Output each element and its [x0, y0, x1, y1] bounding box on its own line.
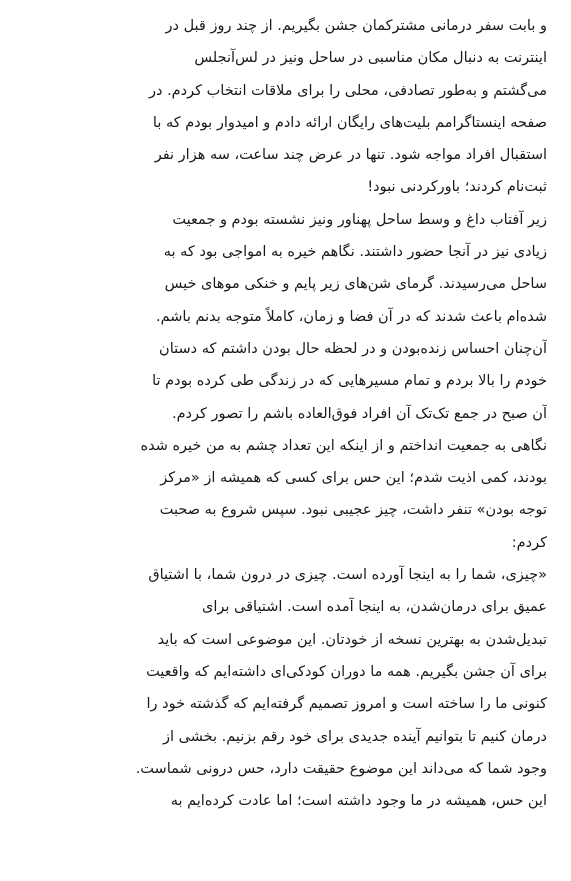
text-line: زیادی نیز در آنجا حضور داشتند. نگاهم خیره به امواجی بود که به — [163, 244, 547, 261]
text-line: و بابت سفر درمانی مشترکمان جشن بگیریم. از چند روز قبل در — [165, 18, 547, 34]
text-line: عمیق برای درمان‌شدن، به اینجا آمده است. اشتیاقی برای — [201, 599, 547, 616]
text-line: برای آن جشن بگیریم. همه ما دوران کودکی‌ای داشته‌ایم که واقعیت — [146, 663, 547, 680]
text-line: شده‌ام باعث شدند که در آن فضا و زمان، کاملاً متوجه بدنم باشم. — [156, 308, 547, 325]
text-line: ثبت‌نام کردند؛ باورکردنی نبود! — [367, 179, 547, 196]
text-line: آن صبح در جمع تک‌تک آن افراد فوق‌العاده باشم را تصور کردم. — [171, 405, 547, 422]
text-line: توجه بودن» تنفر داشت، چیز عجیبی نبود. سپس شروع به صحبت — [159, 502, 547, 519]
text-line: نگاهی به جمعیت انداختم و از اینکه این تعداد چشم به من خیره شده — [140, 437, 547, 454]
text-line: آن‌چنان احساس زنده‌بودن و در لحظه حال بودن داشتم که دستان — [159, 340, 547, 357]
document-body — [18, 10, 547, 817]
text-line: بودند، کمی اذیت شدم؛ این حس برای کسی که همیشه از «مرکز — [160, 470, 547, 487]
text-line: می‌گشتم و به‌طور تصادفی، محلی را برای ملاقات انتخاب کردم. در — [149, 82, 547, 99]
text-line: استقبال افراد مواجه شود. تنها در عرض چند ساعت، سه هزار نفر — [154, 147, 547, 164]
text-line: تبدیل‌شدن به بهترین نسخه از خودتان. این موضوعی است که باید — [157, 631, 547, 648]
text-line: این حس، همیشه در ما وجود داشته است؛ اما عادت کرده‌ایم به — [170, 793, 547, 810]
text-line: صفحه اینستاگرامم بلیت‌های رایگان ارائه دادم و امیدوار بودم که با — [152, 114, 547, 131]
text-line: «چیزی، شما را به اینجا آورده است. چیزی در درون شما، با اشتیاق — [148, 567, 547, 584]
text-line: زیر آفتاب داغ و وسط ساحل پهناور ونیز نشسته بودم و جمعیت — [172, 211, 547, 228]
text-line: وجود شما که می‌داند این موضوع حقیقت دارد، حس درونی شماست. — [135, 760, 547, 777]
text-line: ساحل می‌رسیدند. گرمای شن‌های زیر پایم و خنکی موهای خیس — [164, 276, 547, 293]
text-line: خودم را بالا بردم و تمام مسیرهایی که در زندگی طی کرده بودم تا — [152, 373, 547, 390]
text-line: کنونی ما را ساخته است و امروز تصمیم گرفته‌ایم که گذشته خود را — [146, 696, 547, 713]
text-line: اینترنت به دنبال مکان مناسبی در ساحل ونیز در لس‌آنجلس — [194, 50, 547, 67]
text-line: کردم: — [511, 534, 547, 551]
text-line: درمان کنیم تا بتوانیم آینده جدیدی برای خود رقم بزنیم. بخشی از — [162, 728, 547, 745]
